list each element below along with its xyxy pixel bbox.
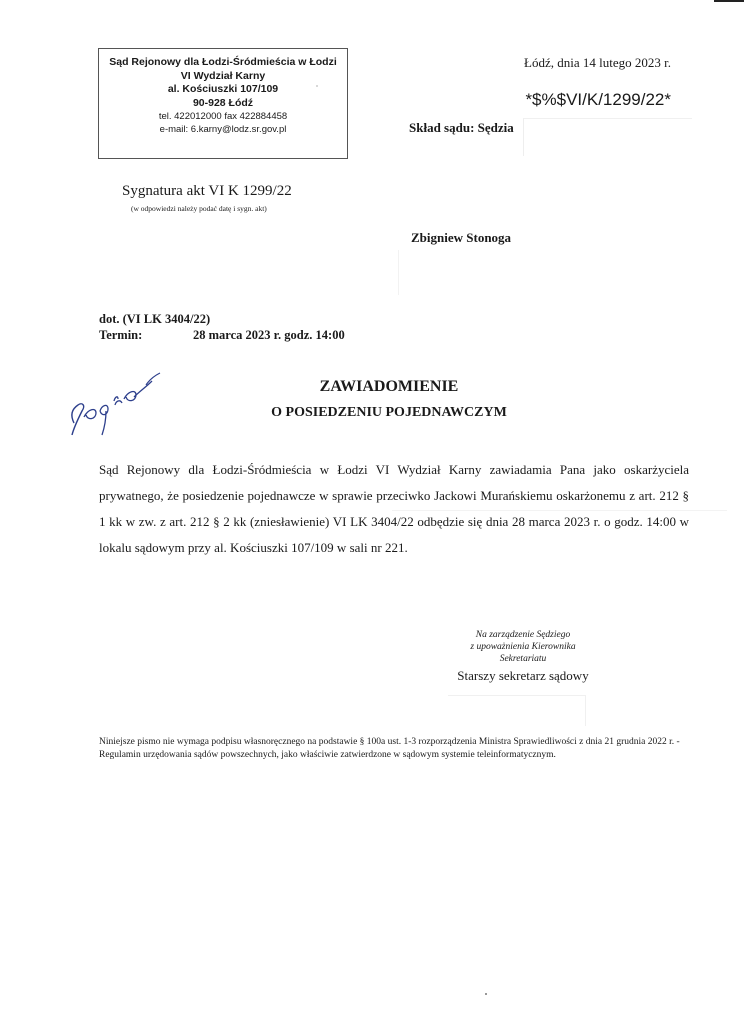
footer-legal-note: Niniejsze pismo nie wymaga podpisu własnoręcznego na podstawie § 100a ust. 1-3 rozporządzenia Ministra Sprawiedliwości z dnia 21 grudnia 2022 r. - Regulamin urzędowania sądów powszechnych, jako właściwie zatwierdzone w sądowym systemie teleinformatycznym. [99,737,680,760]
court-header-box [98,48,348,159]
court-composition-field [523,118,692,156]
document-date: Łódź, dnia 14 lutego 2023 r. [524,55,671,70]
court-department: VI Wydział Karny [180,69,266,82]
court-email: e-mail: 6.karny@lodz.sr.gov.pl [159,124,287,135]
scan-dot [485,993,487,995]
court-composition-label: Skład sądu: Sędzia [409,120,514,135]
stamp-line-1: Na zarządzenie Sędziego [475,630,571,640]
scan-faint-line [392,510,727,511]
document-title: ZAWIADOMIENIE [319,378,459,395]
addressee-margin [398,250,399,295]
addressee-name: Zbigniew Stonoga [411,230,512,245]
stamp-role: Starszy sekretarz sądowy [457,668,589,683]
barcode-text: *$%$VI/K/1299/22* [525,90,671,109]
court-phone: tel. 422012000 fax 422884458 [158,111,288,122]
case-signature: Sygnatura akt VI K 1299/22 [122,183,292,199]
stamp-line-3: Sekretariatu [499,654,547,664]
signature-stamp [430,629,616,684]
stamp-line-2: z upoważnienia Kierownika [470,642,576,652]
reference-case: dot. (VI LK 3404/22) [99,312,211,326]
signature-field [448,695,586,726]
hearing-date-label: Termin: [99,328,143,342]
hearing-date-value: 28 marca 2023 r. godz. 14:00 [193,328,345,342]
notification-body: Sąd Rejonowy dla Łodzi-Śródmieścia w Łodzi VI Wydział Karny zawiadamia Pana jako oskarżyciela prywatnego, że posiedzenie pojednawcze w sprawie przeciwko Jackowi Murańskiemu oskarżonemu z art. 212 § 1 kk w zw. z art. 212 § 2 kk (zniesławienie) VI LK 3404/22 odbędzie się dnia 28 marca 2023 r. o godz. 14:00 w lokalu sądowym przy al. Kościuszki 107/109 w sali nr 221. [99,462,689,555]
court-name: Sąd Rejonowy dla Łodzi-Śródmieścia w Łodzi [109,56,337,68]
case-signature-note: (w odpowiedzi należy podać datę i sygn. akt) [131,204,267,213]
court-street: al. Kościuszki 107/109 [167,83,279,95]
handwritten-note-image [60,365,170,440]
scan-corner-mark [714,0,744,2]
document-subtitle: O POSIEDZENIU POJEDNAWCZYM [271,405,507,420]
court-postal: 90-928 Łódź [192,96,254,109]
